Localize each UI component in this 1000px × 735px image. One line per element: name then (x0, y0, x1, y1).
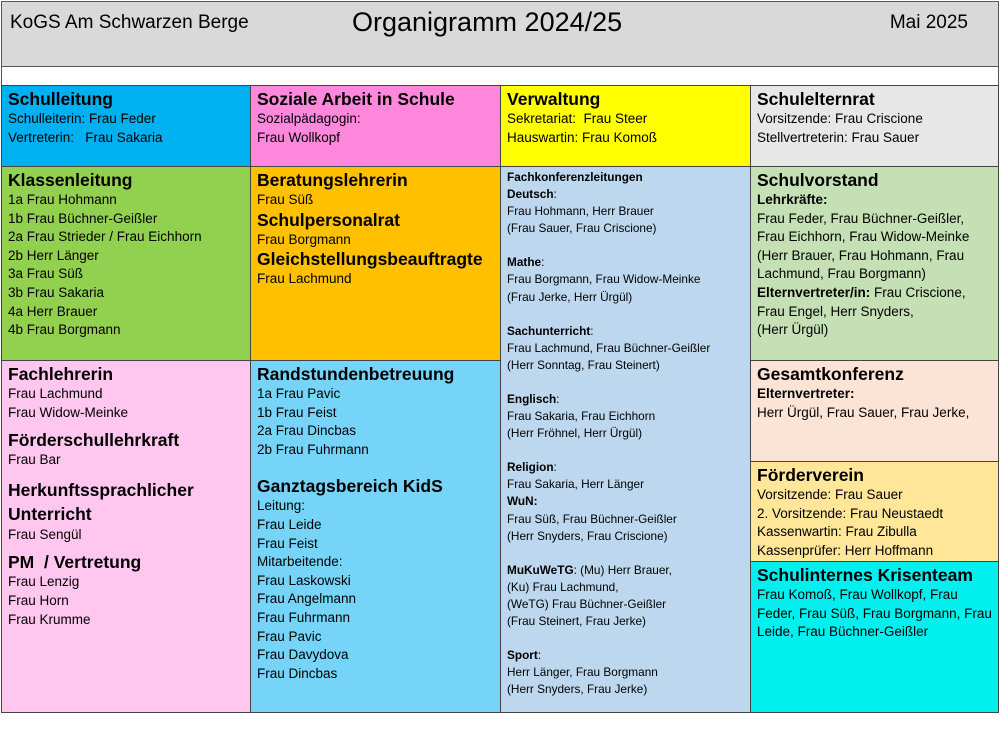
kids-line: Frau Fuhrmann (257, 609, 351, 625)
hsu-title: Herkunftssprachlicher (8, 479, 194, 500)
header-date: Mai 2025 (889, 12, 968, 33)
eltern-line: (Herr Ürgül) (757, 322, 829, 338)
pm-line: Frau Horn (8, 592, 69, 608)
schulelternrat-line: Stellvertreterin: Frau Sauer (757, 129, 920, 145)
sach-label: Sachunterricht (507, 323, 591, 338)
box-verwaltung (500, 85, 751, 167)
gesamtkonferenz-line: Herr Ürgül, Frau Sauer, Frau Jerke, (757, 404, 970, 420)
eltern-line: Frau Engel, Herr Snyders, (757, 303, 914, 319)
krisenteam-line: Leide, Frau Büchner-Geißler (757, 624, 929, 640)
box-gesamtkonferenz (750, 360, 999, 462)
schulleitung-title: Schulleitung (8, 89, 113, 109)
box-beratung (250, 166, 501, 361)
mukuwetg-line: (Ku) Frau Lachmund, (507, 579, 619, 594)
klassenleitung-line: 4a Herr Brauer (8, 303, 98, 319)
foerderverein-line: 2. Vorsitzende: Frau Neustaedt (757, 505, 944, 521)
mukuwetg-first: : (Mu) Herr Brauer, (573, 562, 672, 577)
kids-line: Mitarbeitende: (257, 554, 343, 570)
wun-line: (Herr Snyders, Frau Criscione) (507, 528, 668, 543)
randstunden-line: 2b Frau Fuhrmann (257, 441, 369, 457)
spacer-row (1, 67, 999, 86)
englisch-label: Englisch (507, 391, 557, 406)
box-schulelternrat (750, 85, 999, 167)
box-foerderverein (750, 461, 999, 562)
gleichstellung-name: Frau Lachmund (257, 271, 352, 287)
foerderverein-line: Vorsitzende: Frau Sauer (757, 487, 903, 502)
box-fachlehrerin (1, 360, 251, 713)
verwaltung-title: Verwaltung (507, 89, 601, 109)
deutsch-label: Deutsch (507, 187, 554, 202)
englisch-line: (Herr Fröhnel, Herr Ürgül) (507, 426, 643, 441)
foerderverein-line: Kassenwartin: Frau Zibulla (757, 524, 917, 540)
box-sozialarbeit (250, 85, 501, 167)
lehrkraefte-line: Lachmund, Frau Borgmann) (757, 266, 926, 282)
kids-line: Frau Dincbas (257, 665, 338, 681)
school-name: KoGS Am Schwarzen Berge (10, 12, 249, 33)
randstunden-line: 2a Frau Dincbas (257, 423, 357, 439)
lehrkraefte-label: Lehrkräfte: (757, 192, 828, 207)
mathe-line: Frau Borgmann, Frau Widow-Meinke (507, 272, 701, 287)
personalrat-name: Frau Borgmann (257, 231, 351, 247)
pm-line: Frau Krumme (8, 611, 91, 627)
sport-line: Herr Länger, Frau Borgmann (507, 665, 658, 680)
englisch-line: Frau Sakaria, Frau Eichhorn (507, 409, 656, 424)
foerderschul-line: Frau Bar (8, 452, 61, 468)
sport-label: Sport (507, 648, 538, 663)
fachkonferenz-title: Fachkonferenzleitungen (507, 170, 643, 184)
fachlehrerin-line: Frau Lachmund (8, 386, 103, 401)
wun-line: Frau Süß, Frau Büchner-Geißler (507, 511, 677, 526)
foerderverein-line: Kassenprüfer: Herr Hoffmann (757, 542, 934, 558)
schulleitung-line: Schulleiterin: Frau Feder (8, 111, 156, 126)
lehrkraefte-line: Frau Feder, Frau Büchner-Geißler, (757, 210, 965, 226)
randstunden-title: Randstundenbetreuung (257, 364, 455, 384)
verwaltung-line: Sekretariat: Frau Steer (507, 111, 648, 126)
schulleitung-line: Vertreterin: Frau Sakaria (8, 129, 163, 145)
beratung-name: Frau Süß (257, 192, 314, 207)
krisenteam-line: Frau Komoß, Frau Wollkopf, Frau (757, 587, 958, 602)
hsu-line: Frau Sengül (8, 526, 82, 542)
eltern-label: Elternvertreter/in: (757, 284, 871, 300)
kids-line: Leitung: (257, 498, 306, 514)
gesamtkonferenz-label: Elternvertreter: (757, 386, 855, 401)
mathe-line: (Frau Jerke, Herr Ürgül) (507, 289, 633, 304)
krisenteam-title: Schulinternes Krisenteam (757, 565, 973, 585)
box-fachkonferenz: Fachkonferenzleitungen Deutsch: Frau Hohmann, Herr Brauer (Frau Sauer, Frau Criscione) Mathe: Frau Borgmann, Frau Widow-Meinke (Frau Jerke, Herr Ürgül) Sachunterricht: Frau Lachmund, Frau Büchner-Geißler (Herr Sonntag, Frau Steinert) Englisch: Frau Sakaria, Frau Eichhorn (Herr Fröhnel, Herr Ürgül) Religion: Frau Sakaria, Herr Länger WuN: Frau Süß, Frau Büchner-Geißler (Herr Snyders, Frau Criscione) MuKuWeTG: (Mu) Herr Brauer, (Ku) Frau Lachmund, (WeTG) Frau Büchner-Geißler (Frau Steinert, Frau Jerke) Sport: Herr Länger, Frau Borgmann (Herr Snyders, Frau Jerke) (500, 166, 751, 713)
kids-line: Frau Pavic (257, 628, 322, 644)
krisenteam-line: Feder, Frau Süß, Frau Borgmann, Frau (757, 605, 992, 621)
klassenleitung-title: Klassenleitung (8, 170, 133, 190)
sozialarbeit-line: Frau Wollkopf (257, 129, 341, 145)
gleichstellung-title: Gleichstellungsbeauftragte (257, 249, 483, 270)
kids-line: Frau Feist (257, 535, 318, 551)
randstunden-line: 1b Frau Feist (257, 404, 337, 420)
klassenleitung-line: 2a Frau Strieder / Frau Eichhorn (8, 229, 202, 245)
religion-line: Frau Sakaria, Herr Länger (507, 477, 645, 492)
mathe-label: Mathe (507, 255, 542, 270)
box-schulleitung (1, 85, 251, 167)
kids-line: Frau Leide (257, 516, 322, 532)
kids-line: Frau Davydova (257, 647, 349, 663)
fachlehrerin-line: Frau Widow-Meinke (8, 404, 129, 420)
mukuwetg-line: (Frau Steinert, Frau Jerke) (507, 613, 646, 628)
sach-line: Frau Lachmund, Frau Büchner-Geißler (507, 340, 711, 355)
kids-title: Ganztagsbereich KidS (257, 476, 443, 497)
sach-line: (Herr Sonntag, Frau Steinert) (507, 357, 660, 372)
schulvorstand-title: Schulvorstand (757, 170, 879, 190)
personalrat-title: Schulpersonalrat (257, 209, 400, 230)
kids-line: Frau Laskowski (257, 572, 351, 588)
eltern-first: Frau Criscione, (870, 284, 966, 300)
box-krisenteam (750, 561, 999, 713)
fachlehrerin-title: Fachlehrerin (8, 364, 114, 384)
hsu-title-cont: Unterricht (8, 503, 92, 524)
kids-line: Frau Angelmann (257, 591, 357, 607)
foerderverein-title: Förderverein (757, 465, 864, 485)
box-schulvorstand (750, 166, 999, 361)
sozialarbeit-title: Soziale Arbeit in Schule (257, 89, 455, 109)
klassenleitung-line: 3a Frau Süß (8, 266, 84, 282)
sozialarbeit-line: Sozialpädagogin: (257, 111, 361, 126)
mukuwetg-label: MuKuWeTG (507, 562, 574, 577)
beratung-title: Beratungslehrerin (257, 170, 408, 190)
klassenleitung-line: 1a Frau Hohmann (8, 192, 117, 207)
lehrkraefte-line: (Herr Brauer, Frau Hohmann, Frau (757, 247, 965, 263)
pm-title: PM / Vertretung (8, 552, 142, 573)
mukuwetg-line: (WeTG) Frau Büchner-Geißler (507, 596, 667, 611)
foerderschul-title: Förderschullehrkraft (8, 430, 180, 451)
sport-line: (Herr Snyders, Frau Jerke) (507, 682, 648, 697)
box-klassenleitung (1, 166, 251, 361)
klassenleitung-line: 2b Herr Länger (8, 247, 99, 263)
randstunden-line: 1a Frau Pavic (257, 386, 341, 401)
klassenleitung-line: 1b Frau Büchner-Geißler (8, 210, 158, 226)
deutsch-line: (Frau Sauer, Frau Criscione) (507, 221, 657, 236)
lehrkraefte-line: Frau Eichhorn, Frau Widow-Meinke (757, 229, 970, 245)
gesamtkonferenz-title: Gesamtkonferenz (757, 364, 904, 384)
schulelternrat-title: Schulelternrat (757, 89, 875, 109)
pm-line: Frau Lenzig (8, 574, 80, 590)
wun-label: WuN: (507, 494, 538, 509)
box-randstunden (250, 360, 501, 713)
klassenleitung-line: 4b Frau Borgmann (8, 322, 121, 338)
klassenleitung-line: 3b Frau Sakaria (8, 284, 105, 300)
schulelternrat-line: Vorsitzende: Frau Criscione (757, 111, 923, 126)
religion-label: Religion (507, 460, 554, 475)
page-title: Organigramm 2024/25 (352, 7, 623, 37)
header-bar (1, 1, 999, 67)
verwaltung-line: Hauswartin: Frau Komoß (507, 129, 658, 145)
deutsch-line: Frau Hohmann, Herr Brauer (507, 204, 654, 219)
